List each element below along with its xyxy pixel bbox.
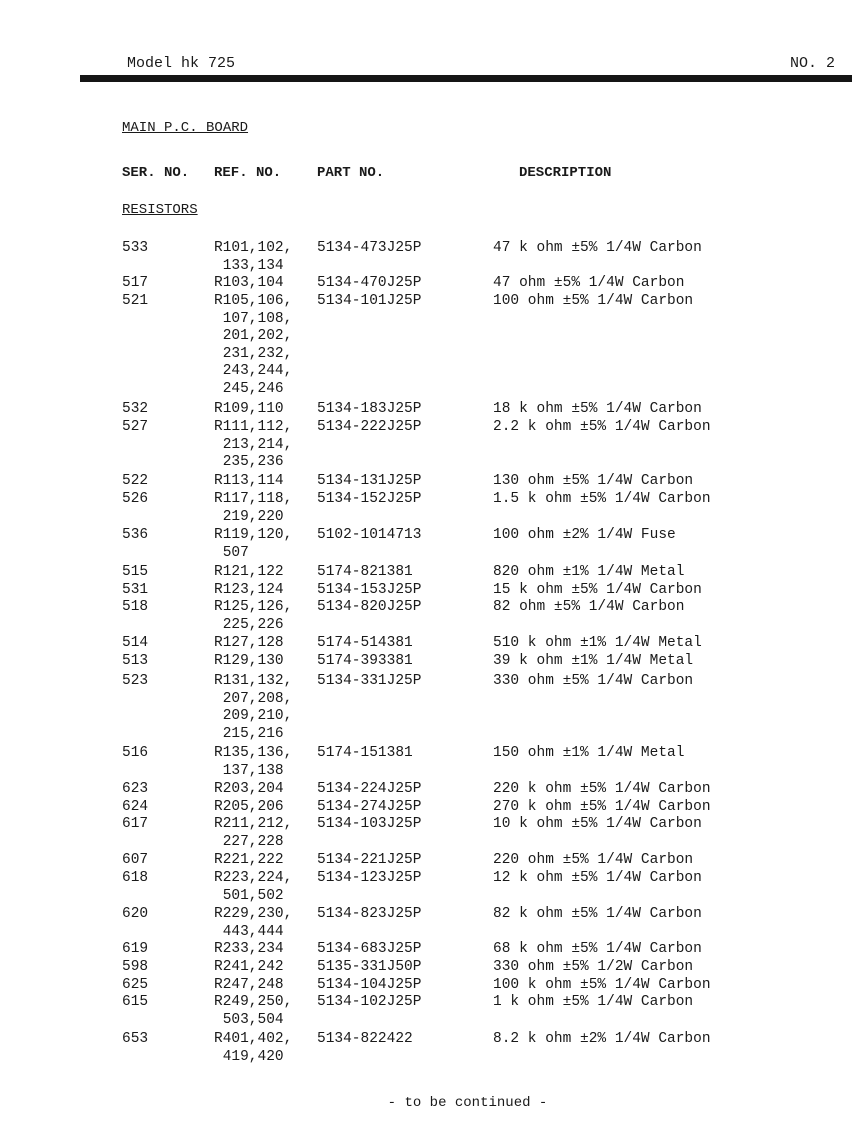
description: 47 k ohm ±5% 1/4W Carbon (493, 240, 702, 256)
ser-no: 522 (122, 473, 149, 489)
column-header-description: DESCRIPTION (519, 165, 612, 181)
description: 1.5 k ohm ±5% 1/4W Carbon (493, 491, 711, 507)
description: 510 k ohm ±1% 1/4W Metal (493, 635, 702, 651)
ser-no: 532 (122, 401, 149, 417)
description: 330 ohm ±5% 1/2W Carbon (493, 959, 694, 975)
ref-no: R117,118, 219,220 (214, 491, 293, 525)
ref-no: R123,124 (214, 582, 284, 598)
continued-note (0, 1095, 865, 1111)
header-page-number: NO. 2 (790, 55, 836, 72)
ser-no: 517 (122, 275, 149, 291)
description: 820 ohm ±1% 1/4W Metal (493, 564, 685, 580)
ref-no: R247,248 (214, 977, 284, 993)
ser-no: 521 (122, 293, 149, 309)
description: 2.2 k ohm ±5% 1/4W Carbon (493, 419, 711, 435)
description: 68 k ohm ±5% 1/4W Carbon (493, 941, 702, 957)
ser-no: 518 (122, 599, 149, 615)
column-header-part-no: PART NO. (317, 165, 385, 181)
part-no: 5134-470J25P (317, 275, 422, 291)
ser-no: 607 (122, 852, 149, 868)
ser-no: 523 (122, 673, 149, 689)
ser-no: 623 (122, 781, 149, 797)
part-no: 5134-224J25P (317, 781, 422, 797)
continued-note-text: - to be continued - (387, 1095, 548, 1111)
ser-no: 619 (122, 941, 149, 957)
description: 150 ohm ±1% 1/4W Metal (493, 745, 685, 761)
part-no: 5134-152J25P (317, 491, 422, 507)
part-no: 5134-274J25P (317, 799, 422, 815)
header-model: Model hk 725 (127, 55, 236, 72)
column-header-ref-no: REF. NO. (214, 165, 282, 181)
description: 15 k ohm ±5% 1/4W Carbon (493, 582, 702, 598)
ref-no: R109,110 (214, 401, 284, 417)
ref-no: R203,204 (214, 781, 284, 797)
ref-no: R127,128 (214, 635, 284, 651)
part-no: 5134-104J25P (317, 977, 422, 993)
description: 100 k ohm ±5% 1/4W Carbon (493, 977, 711, 993)
column-header-ser-no: SER. NO. (122, 165, 190, 181)
description: 330 ohm ±5% 1/4W Carbon (493, 673, 694, 689)
description: 82 k ohm ±5% 1/4W Carbon (493, 906, 702, 922)
ser-no: 514 (122, 635, 149, 651)
description: 12 k ohm ±5% 1/4W Carbon (493, 870, 702, 886)
ref-no: R241,242 (214, 959, 284, 975)
part-no: 5134-101J25P (317, 293, 422, 309)
ref-no: R205,206 (214, 799, 284, 815)
ser-no: 515 (122, 564, 149, 580)
part-no: 5134-131J25P (317, 473, 422, 489)
ref-no: R221,222 (214, 852, 284, 868)
part-no: 5134-473J25P (317, 240, 422, 256)
ser-no: 526 (122, 491, 149, 507)
ser-no: 625 (122, 977, 149, 993)
ref-no: R105,106, 107,108, 201,202, 231,232, 243,244, 245,246 (214, 293, 293, 397)
part-no: 5135-331J50P (317, 959, 422, 975)
description: 8.2 k ohm ±2% 1/4W Carbon (493, 1031, 711, 1047)
group-title-resistors: RESISTORS (122, 202, 198, 218)
description: 82 ohm ±5% 1/4W Carbon (493, 599, 685, 615)
ref-no: R121,122 (214, 564, 284, 580)
description: 47 ohm ±5% 1/4W Carbon (493, 275, 685, 291)
part-no: 5134-102J25P (317, 994, 422, 1010)
description: 270 k ohm ±5% 1/4W Carbon (493, 799, 711, 815)
description: 100 ohm ±2% 1/4W Fuse (493, 527, 676, 543)
ref-no: R401,402, 419,420 (214, 1031, 293, 1065)
header-rule (80, 75, 852, 82)
part-no: 5174-821381 (317, 564, 413, 580)
ser-no: 533 (122, 240, 149, 256)
part-no: 5174-151381 (317, 745, 413, 761)
ser-no: 624 (122, 799, 149, 815)
ser-no: 598 (122, 959, 149, 975)
ser-no: 513 (122, 653, 149, 669)
part-no: 5174-393381 (317, 653, 413, 669)
ser-no: 615 (122, 994, 149, 1010)
ser-no: 617 (122, 816, 149, 832)
ref-no: R223,224, 501,502 (214, 870, 293, 904)
description: 100 ohm ±5% 1/4W Carbon (493, 293, 694, 309)
ser-no: 531 (122, 582, 149, 598)
ser-no: 536 (122, 527, 149, 543)
description: 18 k ohm ±5% 1/4W Carbon (493, 401, 702, 417)
ref-no: R111,112, 213,214, 235,236 (214, 419, 293, 470)
description: 10 k ohm ±5% 1/4W Carbon (493, 816, 702, 832)
part-no: 5134-683J25P (317, 941, 422, 957)
ref-no: R101,102, 133,134 (214, 240, 293, 274)
ser-no: 527 (122, 419, 149, 435)
ref-no: R229,230, 443,444 (214, 906, 293, 940)
ser-no: 516 (122, 745, 149, 761)
part-no: 5134-123J25P (317, 870, 422, 886)
ref-no: R211,212, 227,228 (214, 816, 293, 850)
part-no: 5134-221J25P (317, 852, 422, 868)
ref-no: R129,130 (214, 653, 284, 669)
part-no: 5134-153J25P (317, 582, 422, 598)
description: 1 k ohm ±5% 1/4W Carbon (493, 994, 694, 1010)
ser-no: 618 (122, 870, 149, 886)
part-no: 5134-331J25P (317, 673, 422, 689)
ref-no: R103,104 (214, 275, 284, 291)
part-no: 5134-823J25P (317, 906, 422, 922)
ref-no: R233,234 (214, 941, 284, 957)
description: 220 ohm ±5% 1/4W Carbon (493, 852, 694, 868)
part-no: 5134-183J25P (317, 401, 422, 417)
ref-no: R131,132, 207,208, 209,210, 215,216 (214, 673, 293, 742)
part-no: 5134-222J25P (317, 419, 422, 435)
ref-no: R113,114 (214, 473, 284, 489)
ref-no: R125,126, 225,226 (214, 599, 293, 633)
ref-no: R135,136, 137,138 (214, 745, 293, 779)
section-title: MAIN P.C. BOARD (122, 120, 249, 136)
ref-no: R119,120, 507 (214, 527, 293, 561)
ser-no: 620 (122, 906, 149, 922)
part-no: 5102-1014713 (317, 527, 422, 543)
ser-no: 653 (122, 1031, 149, 1047)
description: 39 k ohm ±1% 1/4W Metal (493, 653, 694, 669)
part-no: 5134-822422 (317, 1031, 413, 1047)
ref-no: R249,250, 503,504 (214, 994, 293, 1028)
part-no: 5174-514381 (317, 635, 413, 651)
part-no: 5134-103J25P (317, 816, 422, 832)
description: 220 k ohm ±5% 1/4W Carbon (493, 781, 711, 797)
description: 130 ohm ±5% 1/4W Carbon (493, 473, 694, 489)
part-no: 5134-820J25P (317, 599, 422, 615)
